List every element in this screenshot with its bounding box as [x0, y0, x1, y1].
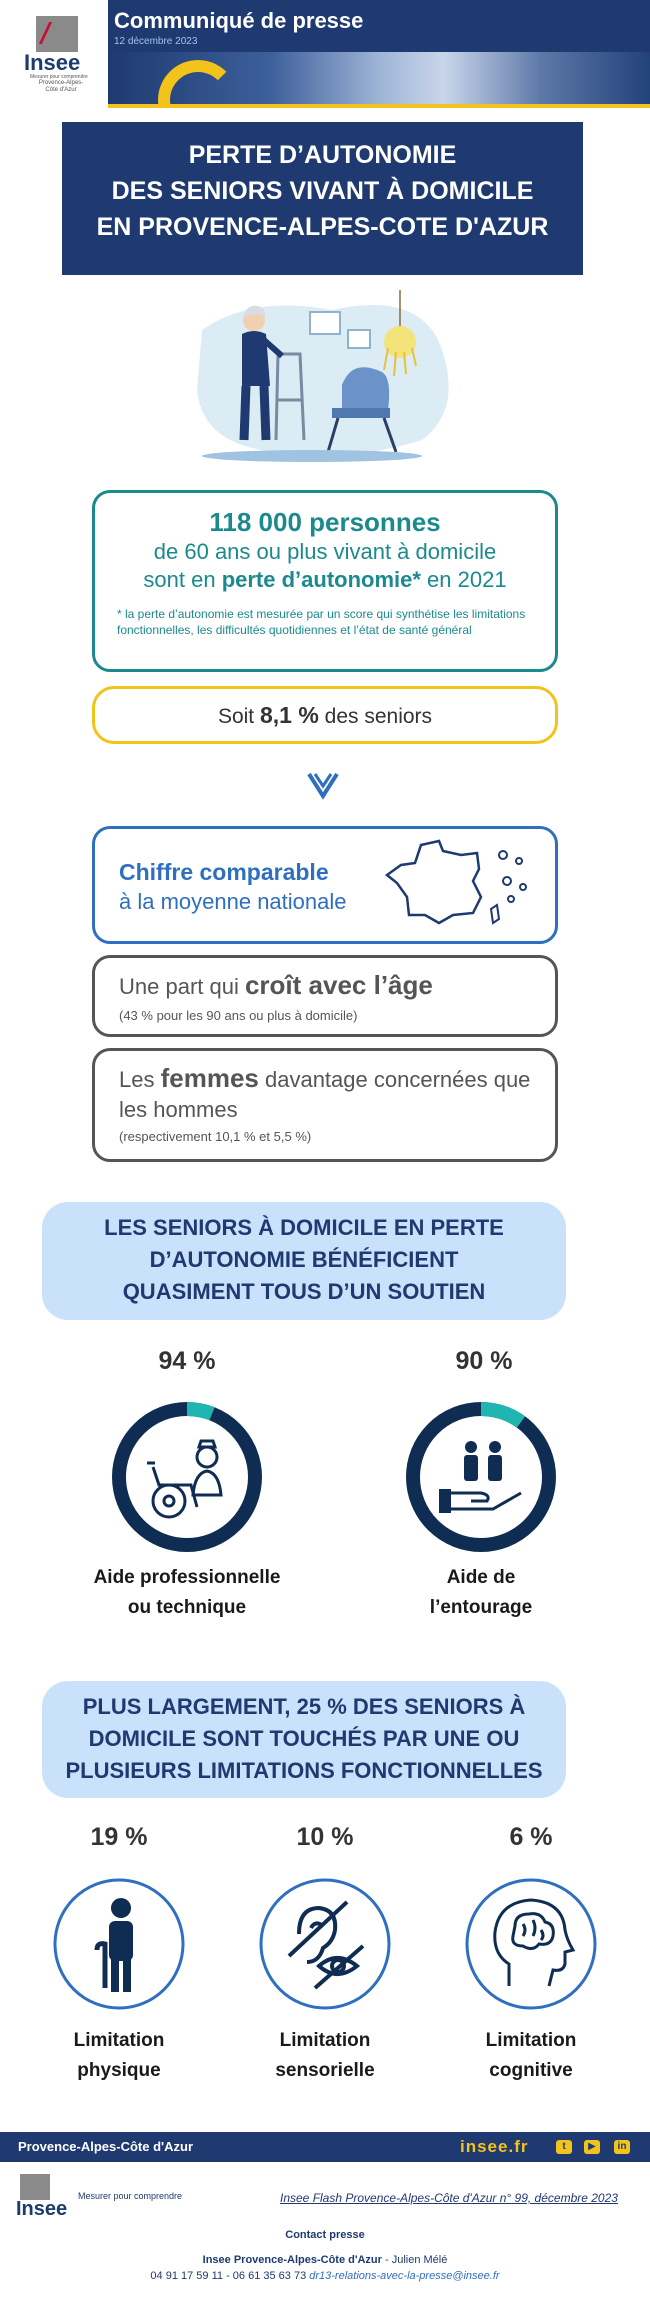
limitation-label-physical-2: physique [77, 2060, 161, 2081]
section-support-heading [42, 1202, 566, 1320]
wheelchair-nurse-icon [147, 1441, 221, 1517]
footer-logo-mark [20, 2174, 50, 2200]
comparable-line-1: Chiffre comparable [119, 859, 329, 885]
limitation-label-cognitive-1: Limitation [485, 2030, 577, 2051]
section-limitations-line-3: PLUSIEURS LIMITATIONS FONCTIONNELLES [65, 1758, 543, 1783]
header-photo-arc [158, 60, 238, 108]
limitation-label-physical [29, 2026, 209, 2086]
age-box [92, 955, 558, 1037]
footer-email-link[interactable]: dr13-relations-avec-la-presse@insee.fr [309, 2270, 500, 2282]
footer-contact-name [0, 2254, 650, 2266]
age-pre: Une part qui [119, 974, 245, 999]
support-label-family-2: l’entourage [429, 1597, 533, 1618]
limitation-label-sensory [235, 2026, 415, 2086]
main-figure-line-2 [95, 566, 555, 594]
main-figure-line-2-pre: sont en [143, 567, 222, 592]
share-box [92, 686, 558, 744]
women-bold: femmes [160, 1063, 259, 1093]
main-figure-headline: 118 000 personnes [209, 507, 441, 537]
limitation-pct-cognitive: 6 % [509, 1823, 553, 1851]
title-line-3: EN PROVENCE-ALPES-COTE D'AZUR [96, 213, 549, 241]
women-line [119, 1063, 539, 1125]
section-support-line-3: QUASIMENT TOUS D’UN SOUTIEN [122, 1279, 486, 1304]
footer-bar [0, 2132, 650, 2162]
age-note: (43 % pour les 90 ans ou plus à domicile) [119, 1008, 358, 1023]
limitation-label-cognitive [441, 2026, 621, 2086]
press-date: 12 décembre 2023 [114, 36, 198, 47]
twitter-icon[interactable]: t [556, 2140, 572, 2154]
senior-illustration [192, 290, 468, 475]
comparable-box [92, 826, 558, 944]
footer-publication-link[interactable]: Insee Flash Provence-Alpes-Côte d'Azur n° 99, décembre 2023 [280, 2191, 618, 2205]
support-label-professional-1: Aide professionnelle [93, 1567, 281, 1588]
youtube-icon[interactable]: ▶ [584, 2140, 600, 2154]
header-photo-line [108, 104, 650, 108]
section-support-line-2: D’AUTONOMIE BÉNÉFICIENT [149, 1247, 459, 1272]
limitation-label-sensory-2: sensorielle [275, 2060, 375, 2081]
limitation-ring-physical [51, 1876, 187, 2012]
france-map-icon [381, 835, 531, 939]
title-line-2: DES SENIORS VIVANT À DOMICILE [111, 177, 534, 205]
section-support-line-1: LES SENIORS À DOMICILE EN PERTE [104, 1215, 504, 1240]
footer-contact-title: Contact presse [285, 2229, 365, 2241]
insee-logo-mark [36, 16, 78, 52]
support-label-professional [67, 1563, 307, 1623]
ring-track [119, 1409, 255, 1545]
page-title [62, 122, 583, 275]
share-post: des seniors [318, 705, 433, 728]
illustration-frame-1 [310, 312, 340, 334]
share-pre: Soit [217, 705, 260, 728]
page-header [0, 0, 650, 108]
support-pct-family: 90 % [455, 1347, 513, 1375]
limitation-ring-sensory [257, 1876, 393, 2012]
share-value: 8,1 % [259, 702, 319, 728]
support-label-professional-2: ou technique [127, 1597, 247, 1618]
comparable-line-2: à la moyenne nationale [119, 889, 347, 914]
main-figure-line-2-post: en 2021 [420, 567, 507, 592]
illustration-floor [202, 450, 422, 462]
limitation-pct-sensory: 10 % [296, 1823, 354, 1851]
header-photo [108, 52, 650, 108]
illustration-plant [384, 326, 416, 358]
footer-contact-details [0, 2270, 650, 2282]
insee-logo[interactable] [0, 0, 108, 108]
title-line-1: PERTE D’AUTONOMIE [188, 141, 457, 169]
footer-tagline: Mesurer pour comprendre [78, 2191, 183, 2201]
support-label-family [381, 1563, 581, 1623]
person-cane-icon [97, 1898, 133, 1992]
women-note: (respectivement 10,1 % et 5,5 %) [119, 1129, 312, 1144]
age-line [119, 970, 433, 1001]
footer-logo-word[interactable]: Insee [16, 2198, 68, 2220]
support-pct-professional: 94 % [158, 1347, 216, 1375]
insee-logo-word: Insee [24, 50, 81, 75]
section-limitations-heading [42, 1681, 566, 1798]
ear-eye-crossed-icon [289, 1902, 363, 1988]
limitation-label-cognitive-2: cognitive [489, 2060, 573, 2081]
age-bold: croît avec l’âge [244, 970, 433, 1000]
insee-logo-tagline: Mesurer pour comprendre [30, 74, 88, 80]
head-brain-icon [495, 1900, 573, 1986]
support-ring-family [401, 1397, 561, 1557]
footer-site-link[interactable]: insee.fr [460, 2137, 529, 2156]
footer-contact-person: - Julien Mélé [381, 2254, 448, 2266]
illustration-armchair-seat [332, 408, 390, 418]
chevron-down-icon [303, 766, 343, 806]
footer-contact-org: Insee Provence-Alpes-Côte d'Azur [202, 2254, 382, 2266]
main-figure-box [92, 490, 558, 672]
section-limitations-line-2: DOMICILE SONT TOUCHÉS PAR UNE OU [88, 1726, 520, 1751]
press-band [108, 0, 650, 52]
footer-phones: 04 91 17 59 11 - 06 61 35 63 73 [150, 2270, 310, 2282]
support-ring-professional [107, 1397, 267, 1557]
illustration-frame-2 [348, 330, 370, 348]
support-label-family-1: Aide de [446, 1567, 516, 1588]
section-limitations-line-1: PLUS LARGEMENT, 25 % DES SENIORS À [82, 1694, 526, 1719]
limitation-ring-cognitive [463, 1876, 599, 2012]
limitation-label-sensory-1: Limitation [279, 2030, 371, 2051]
limitation-label-physical-1: Limitation [73, 2030, 165, 2051]
limitation-pct-physical: 19 % [90, 1823, 148, 1851]
main-figure-note: * la perte d’autonomie est mesurée par un score qui synthétise les limitations fonctionnelles, les difficultés quotidiennes et l’état de santé général [117, 607, 526, 637]
linkedin-icon[interactable]: in [614, 2140, 630, 2154]
press-title: Communiqué de presse [114, 8, 364, 33]
main-figure-line-2-bold: perte d’autonomie* [221, 567, 421, 592]
women-box [92, 1048, 558, 1162]
main-figure-line-1: de 60 ans ou plus vivant à domicile [153, 539, 497, 564]
footer-region: Provence-Alpes-Côte d'Azur [18, 2139, 194, 2154]
family-hand-icon [439, 1441, 521, 1513]
women-pre: Les [119, 1067, 161, 1092]
insee-logo-region: Provence-Alpes-Côte d'Azur [38, 80, 84, 93]
ring-track [413, 1409, 549, 1545]
illustration-armchair [342, 367, 389, 412]
women-post: davantage concernées que les hommes [119, 1067, 531, 1122]
